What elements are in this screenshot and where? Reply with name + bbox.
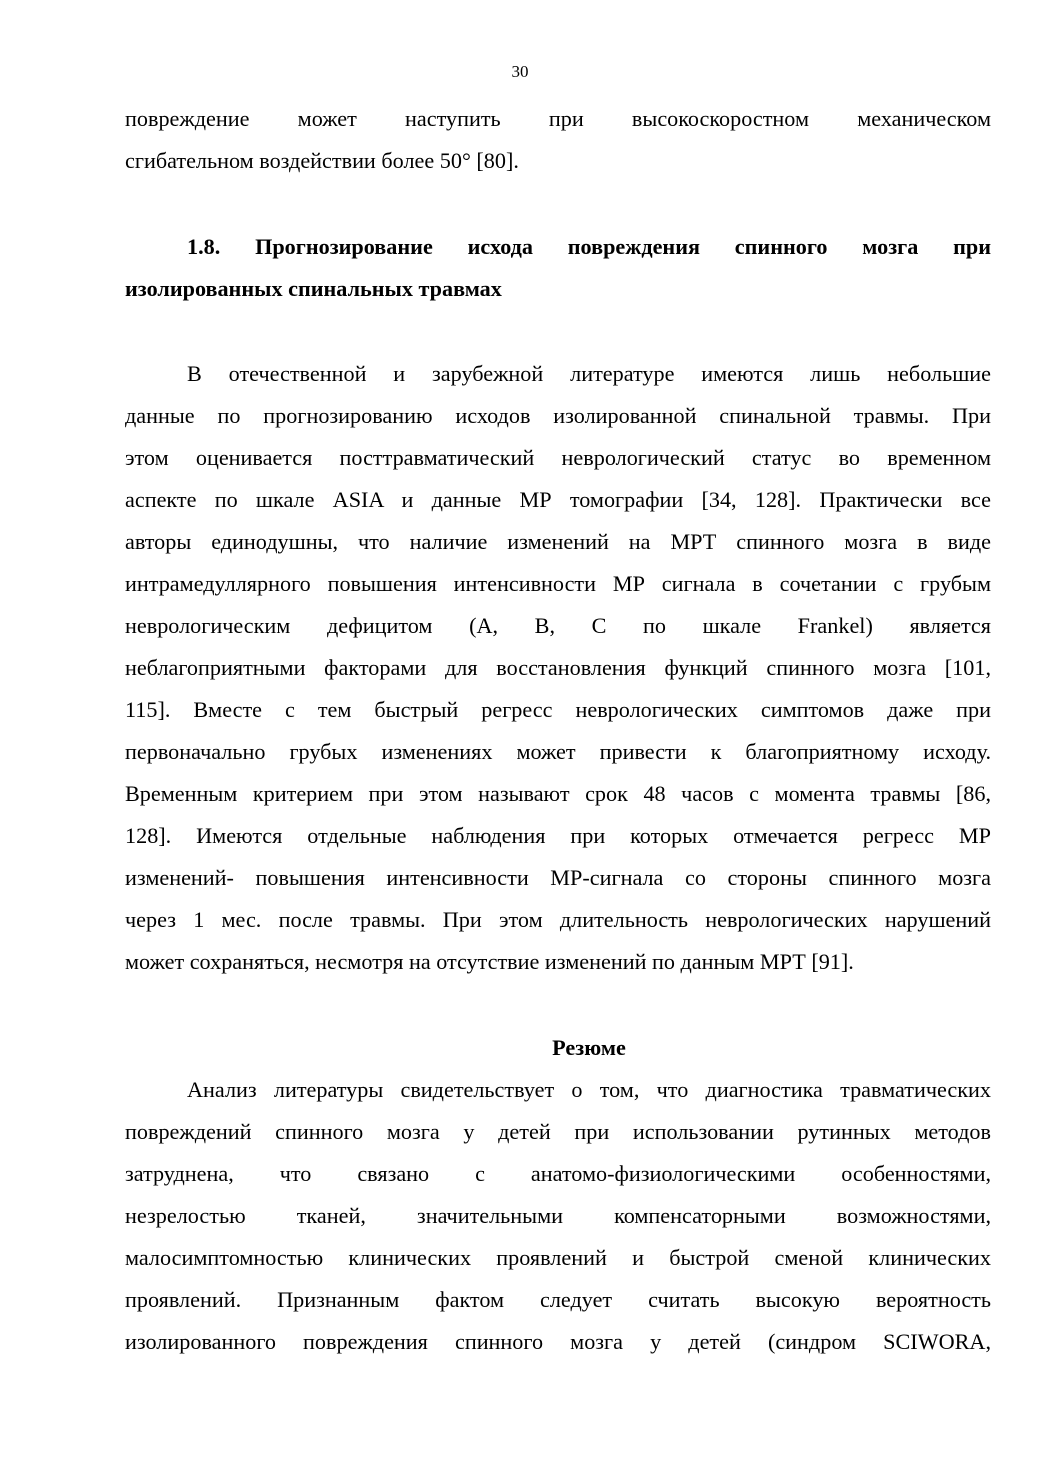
- paragraph-line: повреждение может наступить при высокоскоростном механическом: [125, 106, 991, 131]
- paragraph-line: изменений- повышения интенсивности МР-сигнала со стороны спинного мозга: [125, 865, 991, 890]
- paragraph-line: незрелостью тканей, значительными компенсаторными возможностями,: [125, 1203, 991, 1228]
- paragraph-line: затруднена, что связано с анатомо-физиологическими особенностями,: [125, 1161, 991, 1186]
- paragraph-line: интрамедуллярного повышения интенсивности МР сигнала в сочетании с грубым: [125, 571, 991, 596]
- paragraph-line: малосимптомностью клинических проявлений и быстрой сменой клинических: [125, 1245, 991, 1270]
- paragraph-line: авторы единодушны, что наличие изменений на МРТ спинного мозга в виде: [125, 529, 991, 554]
- resume-heading: Резюме: [552, 1035, 626, 1060]
- paragraph-line: через 1 мес. после травмы. При этом длительность неврологических нарушений: [125, 907, 991, 932]
- paragraph-line: Анализ литературы свидетельствует о том, что диагностика травматических: [187, 1077, 991, 1102]
- paragraph-line: первоначально грубых изменениях может привести к благоприятному исходу.: [125, 739, 991, 764]
- paragraph-line: проявлений. Признанным фактом следует считать высокую вероятность: [125, 1287, 991, 1312]
- paragraph-line: этом оценивается посттравматический неврологический статус во временном: [125, 445, 991, 470]
- section-heading-line: изолированных спинальных травмах: [125, 276, 502, 301]
- paragraph-line: неврологическим дефицитом (A, B, C по шкале Frankel) является: [125, 613, 991, 638]
- paragraph-line: изолированного повреждения спинного мозга у детей (синдром SCIWORA,: [125, 1329, 991, 1354]
- resume-section: [125, 1027, 991, 1363]
- paragraph-line: повреждений спинного мозга у детей при использовании рутинных методов: [125, 1119, 991, 1144]
- paragraph-line: Временным критерием при этом называют срок 48 часов с момента травмы [86,: [125, 781, 991, 806]
- continuation-paragraph: [125, 98, 991, 182]
- paragraph-line: аспекте по шкале ASIA и данные МР томографии [34, 128]. Практически все: [125, 487, 991, 512]
- section-paragraph: [125, 353, 991, 983]
- paragraph-line: неблагоприятными факторами для восстановления функций спинного мозга [101,: [125, 655, 991, 680]
- paragraph-line: сгибательном воздействии более 50° [80].: [125, 148, 519, 173]
- section-heading-line: 1.8. Прогнозирование исхода повреждения спинного мозга при: [187, 234, 991, 259]
- paragraph-line: данные по прогнозированию исходов изолированной спинальной травмы. При: [125, 403, 991, 428]
- paragraph-line: может сохраняться, несмотря на отсутствие изменений по данным МРТ [91].: [125, 949, 854, 974]
- page-number: 30: [511, 62, 529, 81]
- paragraph-line: В отечественной и зарубежной литературе имеются лишь небольшие: [187, 361, 991, 386]
- paragraph-line: 128]. Имеются отдельные наблюдения при которых отмечается регресс МР: [125, 823, 991, 848]
- document-body: [125, 98, 991, 1363]
- paragraph-line: 115]. Вместе с тем быстрый регресс неврологических симптомов даже при: [125, 697, 991, 722]
- section-heading: [125, 226, 991, 310]
